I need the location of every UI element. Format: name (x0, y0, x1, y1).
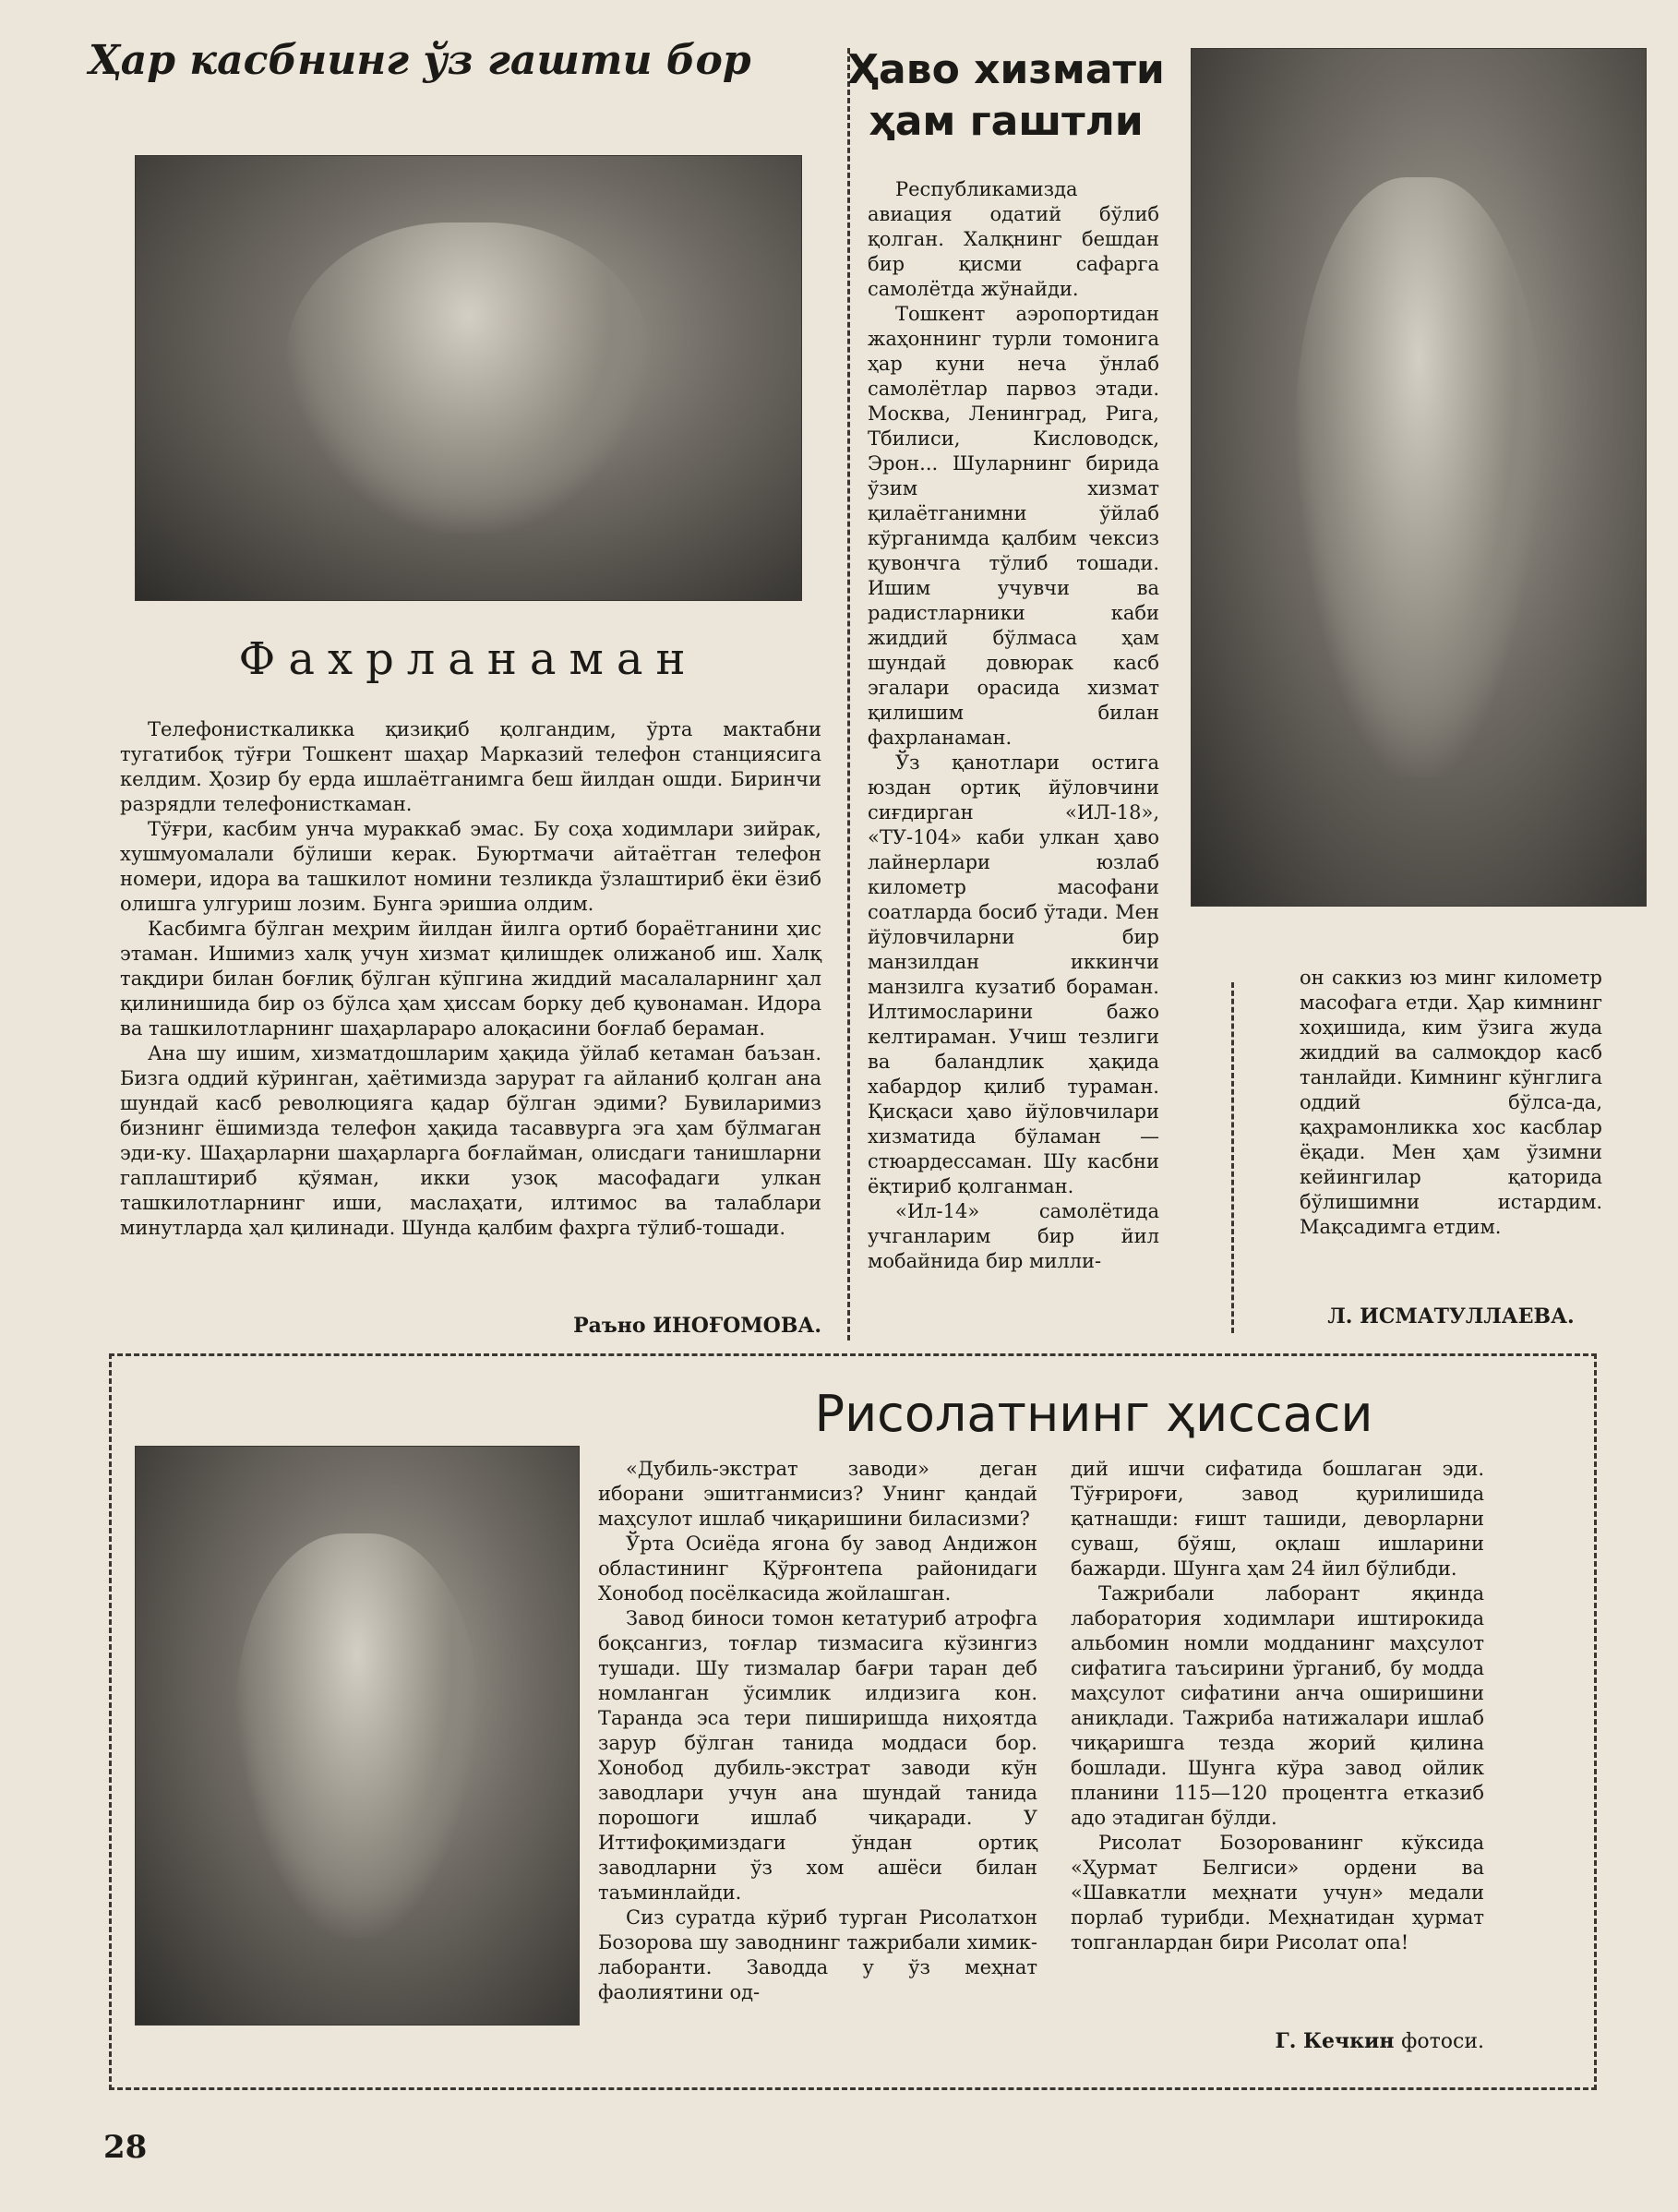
paragraph: Сиз суратда кўриб турган Рисолатхон Бозорова шу заводнинг тажрибали химик-лаборанти. Заводда у ўз меҳнат фаолиятини од- (598, 1906, 1037, 2003)
article-heading: Фахрланаман (238, 633, 699, 685)
section-rubric: Ҳар касбнинг ўз гашти бор (89, 37, 751, 84)
author-last-name: ИНОҒОМОВА. (653, 1314, 821, 1338)
author-signature (378, 1314, 821, 1338)
paragraph: Рисолат Бозорованинг кўксида «Ҳурмат Белгиси» ордени ва «Шавкатли меҳнати учун» медали порлаб турибди. Меҳнатидан ҳурмат топганлардан бири Рисолат опа! (1071, 1832, 1484, 1954)
article-body (1071, 1457, 1484, 1955)
stewardess-photo (1191, 48, 1647, 907)
heading-line: Ҳаво хизмати (847, 46, 1165, 93)
paragraph: Ўз қанотлари остига юздан ортиқ йўловчини сиғдирган «ИЛ-18», «ТУ-104» каби улкан ҳаво лайнерлари юзлаб километр масофани соатларда босиб ўтади. Мен йўловчиларни бир манзилдан иккинчи манзилга кузатиб бораман. Илтимосларини бажо келтираман. Учиш тезлиги ва баландлик ҳақида хабардор қилиб тураман. Қисқаси ҳаво йўловчилари хизматида бўламан — стюардессаман. Шу касбни ёқтириб қолганман. (868, 751, 1159, 1197)
article-heading (847, 44, 1165, 148)
paragraph: «Дубиль-экстрат заводи» деган иборани эшитганмисиз? Унинг қандай маҳсулот ишлаб чиқаришини биласизми? (598, 1458, 1037, 1530)
paragraph: Тўғри, касбим унча мураккаб эмас. Бу соҳа ходимлари зийрак, хушмуомалали бўлиши керак. Буюртмачи айтаётган телефон номери, идора ва ташкилот номини тезликда ўзлаштириб ёки ёзиб олишга улгуриш лозим. Бунга эришиа олдим. (120, 818, 821, 915)
photo-credit (1071, 2029, 1484, 2053)
paragraph: Касбимга бўлган меҳрим йилдан йилга ортиб бораётганини ҳис этаман. Ишимиз халқ учун хизмат қилишдек олижаноб иш. Халқ тақдири билан боғлиқ бўлган кўпгина жиддий масалаларнинг ҳал қилинишида бир оз бўлса ҳам ҳиссам борку деб қувонаман. Идора ва ташкилотларнинг шаҳарлараро алоқасини боғлаб бераман. (120, 918, 821, 1040)
column-divider (847, 48, 850, 1340)
page-number: 28 (103, 2129, 148, 2166)
paragraph: Ана шу ишим, хизматдошларим ҳақида ўйлаб кетаман баъзан. Бизга оддий кўринган, ҳаётимизда зарурат га айланиб қолган ана шундай касб революцияга қадар бўлган эдими? Бувиларимиз бизнинг ёшимизда телефон ҳақида тасаввурга эга ҳам бўлмаган эди-ку. Шаҳарларни шаҳарларга боғлайман, олисдаги танишларни гаплаштириб қўяман, икки узоқ масофадаги улкан ташкилотларнинг иши, маслаҳати, илтимос ва талаблари минутларда ҳал қилинади. Шунда қалбим фахрга тўлиб-тошади. (120, 1042, 821, 1239)
paragraph: он саккиз юз минг километр масофага етди. Ҳар кимнинг хоҳишида, ким ўзига жуда жиддий ва салмоқдор касб танлайди. Кимнинг кўнглига оддий бўлса-да, қаҳрамонликка хос касблар ёқади. Мен ҳам ўзимни кейингилар қаторида бўлишимни истардим. Мақсадимга етдим. (1300, 967, 1602, 1238)
author-signature: Л. ИСМАТУЛЛАЕВА. (1327, 1304, 1575, 1328)
lab-worker-photo (135, 1446, 580, 2026)
column-divider (1231, 982, 1234, 1333)
paragraph: дий ишчи сифатида бошлаган эди. Тўғрироғи, завод қурилишида қатнашди: ғишт ташиди, деворларни суваш, бўяш, оқлаш ишларини бажарди. Шунга ҳам 24 йил бўлибди. (1071, 1458, 1484, 1580)
author-first-name: Раъно (573, 1314, 646, 1338)
article-body (120, 717, 821, 1241)
telephonist-photo (135, 155, 802, 601)
heading-line: ҳам гаштли (869, 98, 1144, 145)
article-body (598, 1457, 1037, 2005)
credit-label: фотоси. (1401, 2030, 1484, 2053)
paragraph: Республикамизда авиация одатий бўлиб қолган. Халқнинг бешдан бир қисми сафарга самолётда жўнайди. (868, 178, 1159, 300)
article-body (868, 177, 1159, 1333)
paragraph: Телефонисткаликка қизиқиб қолгандим, ўрта мактабни тугатибоқ тўғри Тошкент шаҳар Марказий телефон станциясига келдим. Ҳозир бу ерда ишлаётганимга беш йилдан ошди. Биринчи разрядли телефонисткаман. (120, 718, 821, 815)
paragraph: Завод биноси томон кетатуриб атрофга боқсангиз, тоғлар тизмасига кўзингиз тушади. Шу тизмалар бағри таран деб номланган ўсимлик илдизига кон. Таранда эса тери пиширишда ниҳоятда зарур бўлган танида моддаси бор. Хонобод дубиль-экстрат заводи кўн заводлари учун ана шундай танида порошоги ишлаб чиқаради. У Иттифоқимиздаги ўндан ортиқ заводларни ўз хом ашёси билан таъминлайди. (598, 1607, 1037, 1904)
article-continuation (1300, 966, 1602, 1240)
photographer-name: Г. Кечкин (1275, 2029, 1395, 2053)
paragraph: Тажрибали лаборант яқинда лаборатория ходимлари иштирокида альбомин номли модданинг маҳсулот сифатига таъсирини ўрганиб, бу модда маҳсулот сифатини анча оширишини аниқлади. Тажриба натижалари ишлаб чиқаришга тезда жорий қилина бошлади. Шунга кўра завод ойлик планини 115—120 процентга етказиб адо этадиган бўлди. (1071, 1582, 1484, 1829)
article-heading: Рисолатнинг ҳиссаси (814, 1385, 1373, 1443)
paragraph: «Ил-14» самолётида учганларим бир йил мобайнида бир милли- (868, 1200, 1159, 1272)
paragraph: Ўрта Осиёда ягона бу завод Андижон областининг Қўрғонтепа районидаги Хонобод посёлкасида жойлашган. (598, 1533, 1037, 1605)
paragraph: Тошкент аэропортидан жаҳоннинг турли томонига ҳар куни неча ўнлаб самолётлар парвоз этади. Москва, Ленинград, Рига, Тбилиси, Кисловодск, Эрон... Шуларнинг бирида ўзим хизмат қилаётганимни ўйлаб кўрганимда қалбим чексиз қувончга тўлиб тошади. Ишим учувчи ва радистларники каби жиддий бўлмаса ҳам шундай довюрак касб эгалари орасида хизмат қилишим билан фахрланаман. (868, 303, 1159, 749)
